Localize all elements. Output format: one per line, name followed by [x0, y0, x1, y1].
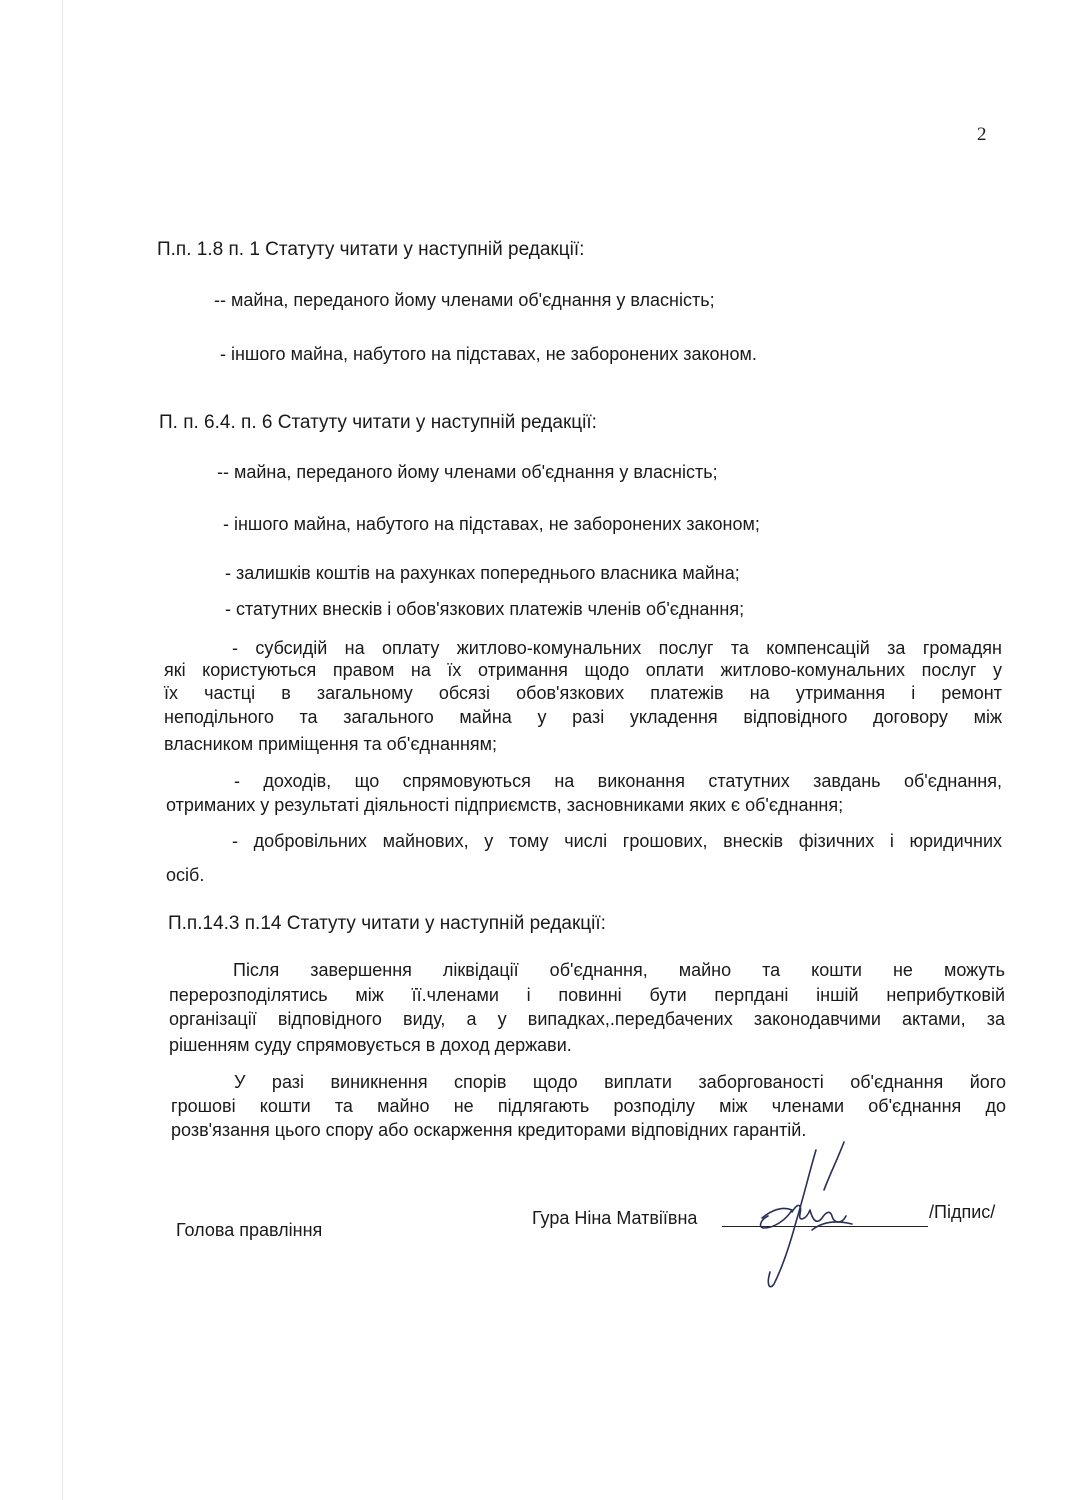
- subsidies-line: неподільного та загального майна у разі укладення відповідного договору між: [164, 707, 1002, 727]
- disputes-line: грошові кошти та майно не підлягають розподілу між членами об'єднання до: [171, 1096, 1006, 1116]
- subsidies-line: власником приміщення та об'єднанням;: [164, 734, 498, 754]
- signer-position: Голова правління: [176, 1220, 323, 1240]
- handwritten-signature: [752, 1140, 872, 1290]
- income-line: отриманих у результаті діяльності підприємств, засновниками яких є об'єднання;: [166, 795, 844, 815]
- list-item: -- майна, переданого йому членами об'єднання у власність;: [217, 462, 718, 482]
- list-item: - іншого майна, набутого на підставах, не заборонених законом;: [223, 514, 760, 534]
- liquidation-line: Після завершення ліквідації об'єднання, майно та кошти не можуть: [233, 960, 1005, 980]
- list-item: - залишків коштів на рахунках попереднього власника майна;: [225, 563, 740, 583]
- voluntary-line: - добровільних майнових, у тому числі грошових, внесків фізичних і юридичних: [232, 831, 1002, 851]
- subsidies-line: їх частці в загальному обсязі обов'язкових платежів на утримання і ремонт: [164, 683, 1002, 703]
- voluntary-line: осіб.: [166, 865, 205, 885]
- income-line: - доходів, що спрямовуються на виконання статутних завдань об'єднання,: [234, 771, 1002, 791]
- list-item: - статутних внесків і обов'язкових платежів членів об'єднання;: [225, 599, 745, 619]
- section-heading-1: П.п. 1.8 п. 1 Статуту читати у наступній редакції:: [157, 239, 585, 260]
- signer-name: Гура Ніна Матвіївна: [532, 1208, 698, 1228]
- list-item: -- майна, переданого йому членами об'єднання у власність;: [214, 290, 715, 310]
- liquidation-line: організації відповідного виду, а у випадках,.передбачених законодавчими актами, за: [169, 1009, 1005, 1029]
- subsidies-line: які користуються правом на їх отримання щодо оплати житлово-комунальних послуг у: [164, 660, 1002, 680]
- list-item: - іншого майна, набутого на підставах, не заборонених законом.: [220, 344, 757, 364]
- section-heading-2: П. п. 6.4. п. 6 Статуту читати у наступній редакції:: [159, 412, 597, 433]
- signature-label: /Підпис/: [929, 1202, 996, 1222]
- liquidation-line: перерозподілятись між її.членами і повинні бути перпдані іншій неприбутковій: [169, 985, 1005, 1005]
- liquidation-line: рішенням суду спрямовується в доход держави.: [169, 1035, 572, 1055]
- scan-edge: [62, 0, 63, 1500]
- disputes-line: розв'язання цього спору або оскарження кредиторами відповідних гарантій.: [171, 1120, 807, 1140]
- disputes-line: У разі виникнення спорів щодо виплати заборгованості об'єднання його: [234, 1072, 1006, 1092]
- section-heading-3: П.п.14.3 п.14 Статуту читати у наступній редакції:: [168, 913, 606, 934]
- subsidies-line: - субсидій на оплату житлово-комунальних послуг та компенсацій за громадян: [232, 638, 1002, 658]
- page-number: 2: [977, 124, 987, 145]
